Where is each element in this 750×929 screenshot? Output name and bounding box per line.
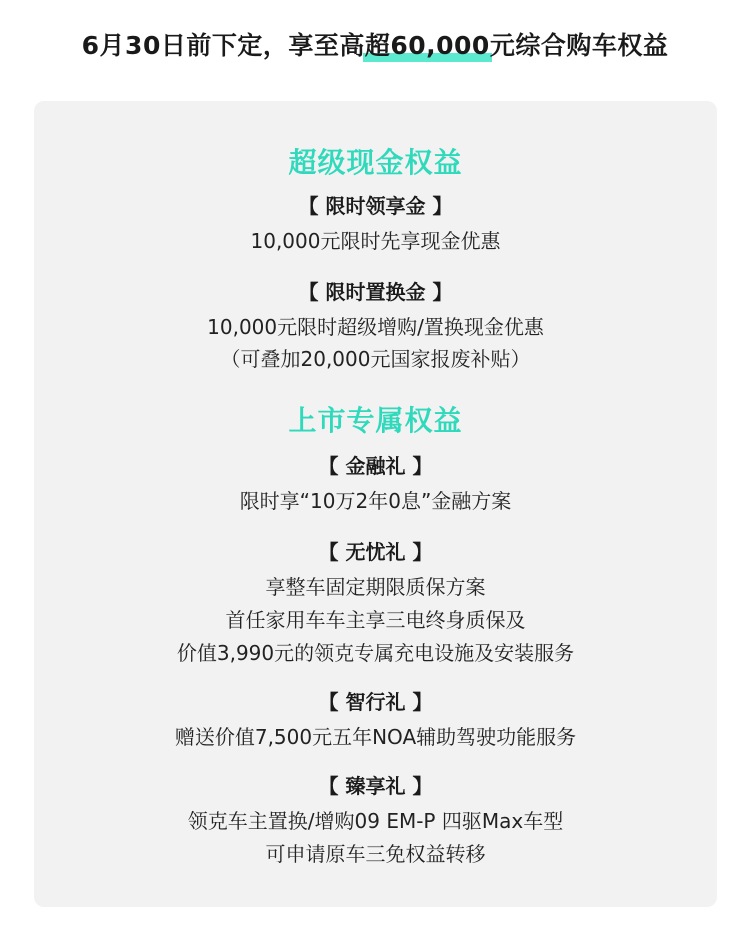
item-line: 首任家用车车主享三电终身质保及	[225, 608, 526, 632]
item-line: 享整车固定期限质保方案	[265, 575, 486, 599]
benefits-card	[34, 101, 717, 907]
item-line: 限时享“10万2年0息”金融方案	[239, 489, 512, 513]
item-name-worryfree: 【 无忧礼 】	[318, 540, 433, 564]
headline-suffix: 元综合购车权益	[489, 31, 669, 60]
item-line: 10,000元限时先享现金优惠	[250, 229, 501, 253]
item-name-lingxiangjin: 【 限时领享金 】	[298, 194, 453, 218]
item-line: 领克车主置换/增购09 EM-P 四驱Max车型	[187, 809, 564, 833]
headline	[0, 24, 750, 68]
headline-prefix: 6月30日前下定，享至高	[81, 31, 365, 60]
section-title-cash: 超级现金权益	[288, 146, 463, 179]
item-name-zhihuanjin: 【 限时置换金 】	[298, 280, 453, 304]
item-name-finance: 【 金融礼 】	[318, 454, 433, 478]
item-name-smartdrive: 【 智行礼 】	[318, 690, 433, 714]
item-line: 赠送价值7,500元五年NOA辅助驾驶功能服务	[174, 725, 577, 749]
section-title-launch: 上市专属权益	[288, 404, 463, 437]
item-line: 可申请原车三免权益转移	[265, 842, 486, 866]
item-line: （可叠加20,000元国家报废补贴）	[220, 347, 531, 371]
item-line: 价值3,990元的领克专属充电设施及安装服务	[176, 641, 575, 665]
item-line: 10,000元限时超级增购/置换现金优惠	[207, 315, 544, 339]
item-name-premium: 【 臻享礼 】	[318, 774, 433, 798]
headline-highlight: 超60,000	[365, 24, 490, 68]
